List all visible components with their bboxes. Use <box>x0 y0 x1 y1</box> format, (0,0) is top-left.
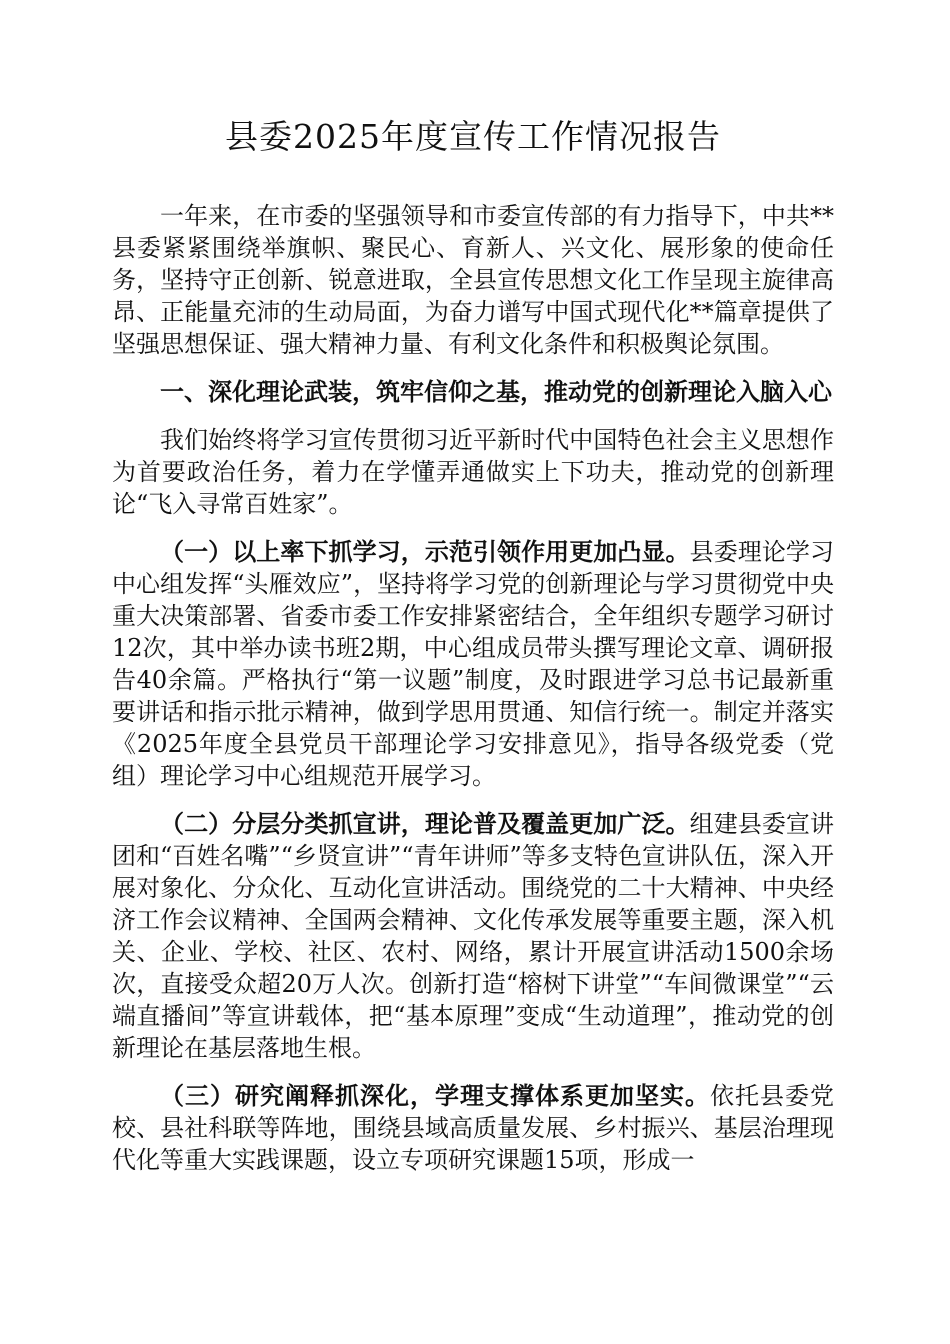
subsection-paragraph-1 <box>112 536 834 792</box>
subsection-heading-1: （一）以上率下抓学习，示范引领作用更加凸显。 <box>160 538 690 566</box>
subsection-body-1: 县委理论学习中心组发挥“头雁效应”，坚持将学习党的创新理论与学习贯彻党中央重大决策部署、省委市委工作安排紧密结合，全年组织专题学习研讨12次，其中举办读书班2期，中心组成员带头撰写理论文章、调研报告40余篇。严格执行“第一议题”制度，及时跟进学习总书记最新重要讲话和指示批示精神，做到学思用贯通、知信行统一。制定并落实《2025年度全县党员干部理论学习安排意见》，指导各级党委（党组）理论学习中心组规范开展学习。 <box>112 538 835 790</box>
subsection-paragraph-2 <box>112 808 834 1064</box>
section-heading: 一、深化理论武装，筑牢信仰之基，推动党的创新理论入脑入心 <box>160 378 832 406</box>
document-title: 县委2025年度宣传工作情况报告 <box>225 117 721 156</box>
intro-paragraph: 一年来，在市委的坚强领导和市委宣传部的有力指导下，中共**县委紧紧围绕举旗帜、聚民心、育新人、兴文化、展形象的使命任务，坚持守正创新、锐意进取，全县宣传思想文化工作呈现主旋律高昂、正能量充沛的生动局面，为奋力谱写中国式现代化**篇章提供了坚强思想保证、强大精神力量、有利文化条件和积极舆论氛围。 <box>112 202 834 358</box>
subsection-body-3: 依托县委党校、县社科联等阵地，围绕县域高质量发展、乡村振兴、基层治理现代化等重大实践课题，设立专项研究课题15项，形成一 <box>112 1082 834 1174</box>
subsection-paragraph-3 <box>112 1080 834 1176</box>
document-page <box>112 112 834 1176</box>
subsection-heading-2: （二）分层分类抓宣讲，理论普及覆盖更加广泛。 <box>160 810 690 838</box>
section-lead-paragraph: 我们始终将学习宣传贯彻习近平新时代中国特色社会主义思想作为首要政治任务，着力在学懂弄通做实上下功夫，推动党的创新理论“飞入寻常百姓家”。 <box>112 426 834 518</box>
subsection-heading-3: （三）研究阐释抓深化，学理支撑体系更加坚实。 <box>160 1082 710 1110</box>
subsection-body-2: 组建县委宣讲团和“百姓名嘴”“乡贤宣讲”“青年讲师”等多支特色宣讲队伍，深入开展对象化、分众化、互动化宣讲活动。围绕党的二十大精神、中央经济工作会议精神、全国两会精神、文化传承发展等重要主题，深入机关、企业、学校、社区、农村、网络，累计开展宣讲活动1500余场次，直接受众超20万人次。创新打造“榕树下讲堂”“车间微课堂”“云端直播间”等宣讲载体，把“基本原理”变成“生动道理”，推动党的创新理论在基层落地生根。 <box>112 810 835 1062</box>
